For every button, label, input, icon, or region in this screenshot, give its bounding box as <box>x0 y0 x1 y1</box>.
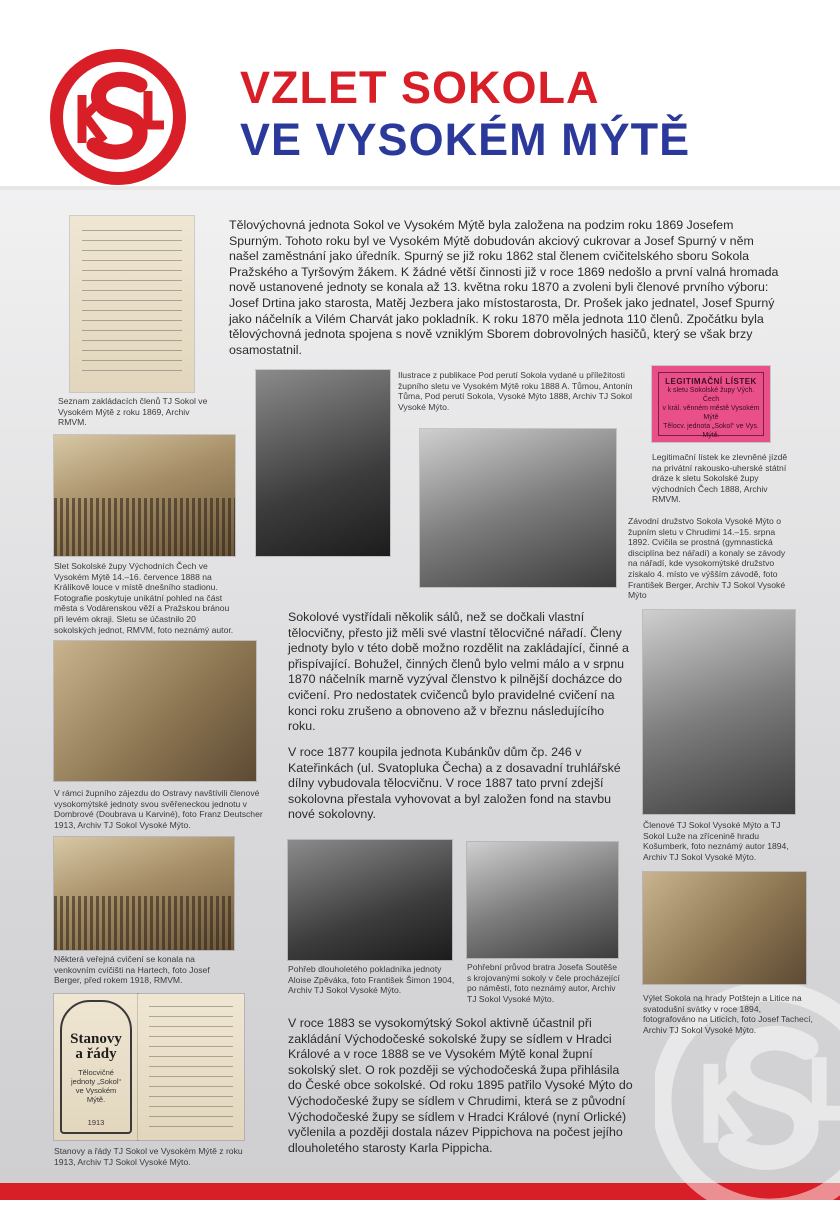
photo-funeral-procession <box>467 842 618 958</box>
ticket-line-1: k sletu Sokolské župy Vých. Čech <box>667 387 755 403</box>
title-line-2: VE VYSOKÉM MÝTĚ <box>240 114 691 165</box>
caption-funeral-zpevak: Pohřeb dlouholetého pokladníka jednoty Aloise Zpěváka, foto František Šimon 1904, Archiv TJ Sokol Vysoké Mýto. <box>288 964 455 996</box>
photo-funeral-zpevak <box>288 840 452 960</box>
crowd-texture <box>54 498 235 556</box>
photo-founding-members-list <box>70 216 194 392</box>
caption-outdoor-exercise: Některá veřejná cvičení se konala na venkovním cvičišti na Hartech, foto Josef Berger, před rokem 1918, RMVM. <box>54 954 210 986</box>
document-lines <box>149 1006 234 1129</box>
sokol-logo-icon <box>48 47 188 187</box>
paragraph-halls: Sokolové vystřídali několik sálů, než se dočkali vlastní tělocvičny, přesto již měli své vlastní tělocvičné nářadí. Členy jednoty bylo v této době možno rozdělit na zakládající, činné a přispívající. Bohužel, činných členů bylo velmi málo a v srpnu 1870 náčelník marně vyzýval členstvo k pilnější docházce do cvičení. Pro nedostatek cvičenců bylo pravidelné cvičení na konci roku zrušeno a obnoveno až v březnu následujícího roku. <box>288 610 629 734</box>
photo-race-team-1892 <box>420 429 616 587</box>
caption-kosumberk: Členové TJ Sokol Vysoké Mýto a TJ Sokol Luže na zřícenině hradu Košumberk, foto neznámý autor 1894, Archiv TJ Sokol Vysoké Mýto. <box>643 820 789 862</box>
caption-race-team: Závodní družstvo Sokola Vysoké Mýto o župním sletu v Chrudimi 14.–15. srpna 1892. Cvičila se prostná (gymnastická disciplína bez nářadí) a konaly se závody na nářadí, kde vysokomýtské družstvo získalo 4. místo ve výšším závodě, foto František Berger, Archiv TJ Sokol Vysoké Mýto <box>628 516 786 601</box>
photo-illustration-sokol <box>256 370 390 556</box>
ticket-title: LEGITIMAČNÍ LÍSTEK <box>665 377 757 386</box>
paragraph-county: V roce 1883 se vysokomýtský Sokol aktivně účastnil při zakládání Východočeské sokolské župy se sídlem v Hradci Králové a v roce 1888 se ve Vysokém Mýtě konal župní sokolský slet. O rok později se východočeská župa přihlásila do České obce sokolské. Od roku 1895 patřilo Vysoké Mýto do Východočeské župy se sídlem v Chrudimi, která se z původní Východočeské župy se sídlem v Hradci Králové (nyní Orlické) vyčlenila a později dostala název Pippichova na počest jejího dlouholetého starosty Karla Pippicha. <box>288 1016 633 1155</box>
book-subtitle: Tělocvičné jednoty „Sokol“ ve Vysokém Mýtě. <box>70 1068 122 1104</box>
photo-statutes-page <box>138 994 244 1140</box>
book-year: 1913 <box>87 1118 105 1127</box>
book-frame <box>60 1000 132 1134</box>
caption-ostrava-trip: V rámci župního zájezdu do Ostravy navštívili členové vysokomýtské jednoty svou svěřeneckou jednotu v Dombrové (Doubrava u Karviné), foto Franz Deutscher 1913, Archiv TJ Sokol Vysoké Mýto. <box>54 788 263 830</box>
ticket-line-2: v král. věnném městě Vysokém Mýtě <box>662 405 760 421</box>
caption-slet-1888: Slet Sokolské župy Východních Čech ve Vysokém Mýtě 14.–16. července 1888 na Králíkově louce v místě dnešního stadionu. Fotografie poskytuje unikátní pohled na část města s Vodárenskou věží a Pražskou bránou při levém okraji. Sletu se účastnilo 20 sokolských jednot, RMVM, foto neznámý autor. <box>54 561 234 635</box>
ticket-content <box>658 372 764 439</box>
ticket-line-3: Tělocv. jednota „Sokol“ ve Vys. Mýtě. <box>663 423 759 439</box>
photo-outdoor-exercise <box>54 837 234 950</box>
document-lines <box>82 230 181 378</box>
caption-statutes: Stanovy a řády TJ Sokol ve Vysokém Mýtě z roku 1913, Archiv TJ Sokol Vysoké Mýto. <box>54 1146 243 1167</box>
caption-litice-trip: Výlet Sokola na hrady Potštejn a Litice na svatodušní svátky v roce 1894, fotografováno na Liticích, foto Josef Tachecí, Archiv TJ Sokol Vysoké Mýto. <box>643 993 813 1035</box>
photo-slet-1888 <box>54 435 235 556</box>
photo-litice-trip <box>643 872 806 984</box>
caption-founding-members: Seznam zakládacích členů TJ Sokol ve Vysokém Mýtě z roku 1869, Archiv RMVM. <box>58 396 208 428</box>
paragraph-gym: V roce 1877 koupila jednota Kubánkův dům čp. 246 v Kateřinkách (ul. Svatopluka Čecha) a z dosavadní truhlářské dílny vybudovala tělocvičnu. V roce 1887 tato první zdejší sokolovna přestala vyhovovat a byl založen fond na stavbu nové sokolovny. <box>288 745 621 822</box>
photo-statutes-book <box>54 994 138 1140</box>
photo-kosumberk-ruins <box>643 610 795 814</box>
title-line-1: VZLET SOKOLA <box>240 62 600 113</box>
photo-legitimation-ticket <box>652 366 770 442</box>
caption-funeral-procession: Pohřební průvod bratra Josefa Soutěše s krojovanými sokoly v čele procházející po náměstí, foto neznámý autor, Archiv TJ Sokol Vysoké Mýto. <box>467 962 620 1004</box>
paragraph-intro: Tělovýchovná jednota Sokol ve Vysokém Mýtě byla založena na podzim roku 1869 Josefem Spurným. Tohoto roku byl ve Vysokém Mýtě dobudován akciový cukrovar a Josef Spurný v něm našel zaměstnání jako úředník. Spurný se již roku 1862 stal členem cvičitelského sboru Sokola Pražského a Tyršovým žákem. K žádné větší činnosti již v roce 1869 nedošlo a první valná hromada nově ustanovené jednoty se konala až 13. května roku 1870 a zvoleni byli členové prvního výboru: Josef Drtina jako starosta, Matěj Jezbera jako místostarosta, Dr. Prošek jako jednatel, Josef Spurný jako náčelník a Vilém Charvát jako pokladník. K roku 1870 měla jednota 110 členů. Zpočátku byla tělovýchovná jednota spojena s nově vzniklým Sborem dobrovolných hasičů, který se však brzy osamostatnil. <box>229 218 779 357</box>
caption-illustration: Ilustrace z publikace Pod perutí Sokola vydané u příležitosti župního sletu ve Vysokém Mýtě roku 1888 A. Tůmou, Antonín Tůma, Pod perutí Sokola, Vysoké Mýto 1888, Archiv TJ Sokol Vysoké Mýto. <box>398 370 633 412</box>
book-title: Stanovy a řády <box>70 1031 122 1062</box>
caption-ticket: Legitimační lístek ke zlevněné jízdě na privátní rakousko-uherské státní dráze k sletu Sokolské župy východních Čech 1888, Archiv RMVM. <box>652 452 788 505</box>
photo-ostrava-trip <box>54 641 256 781</box>
crowd-texture <box>54 896 234 950</box>
